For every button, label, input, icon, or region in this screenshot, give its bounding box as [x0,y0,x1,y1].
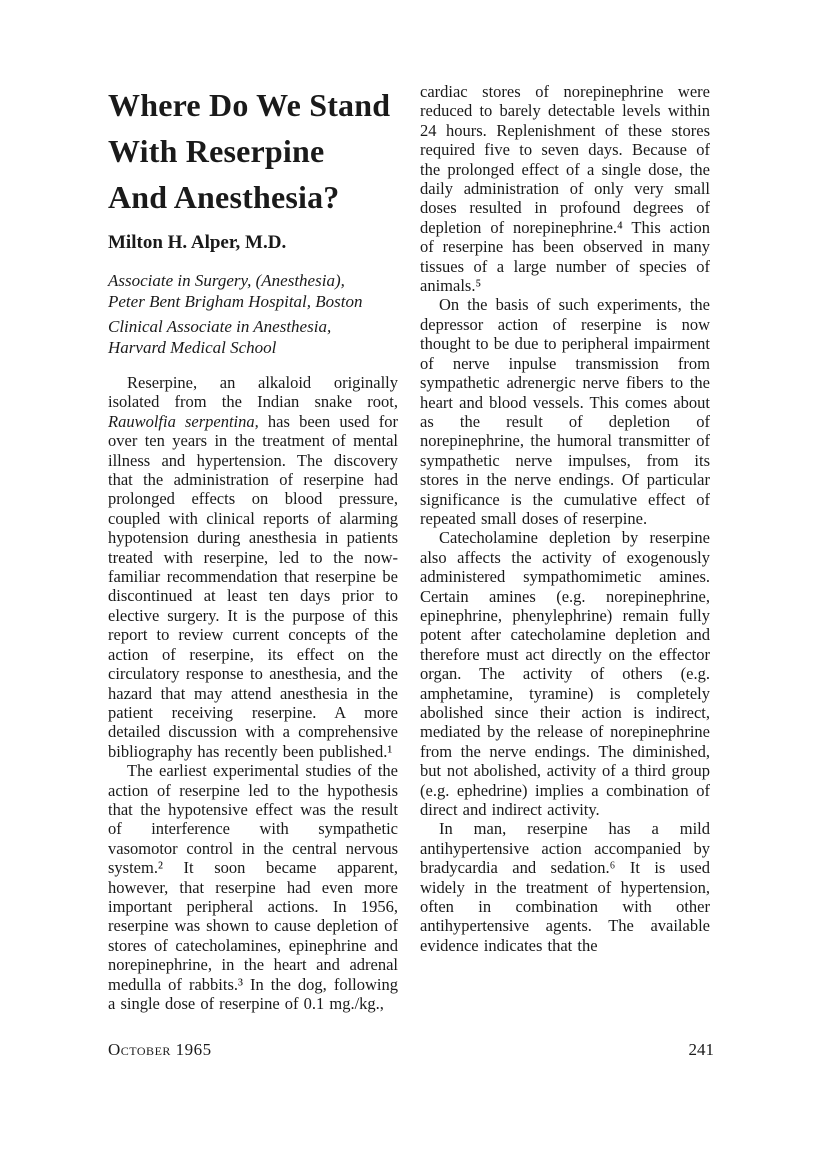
text-segment: has been used for over ten years in the treatment of mental illness and hypertension. The discovery that the administration of reserpine had prolonged effects on blood pressure, coupled with clinical reports of alarming hypotension during anesthesia in patients treated with reserpine, led to the now-familiar recommendation that reserpine be discontinued at least ten days prior to elective surgery. It is the purpose of this report to review current concepts of the action of reserpine, its effect on the circulatory response to anesthesia, and the hazard that may attend anesthesia in the patient receiving reserpine. A more detailed discussion with a comprehensive bibliography has recently been published.¹ [108,411,398,761]
article-paragraph [420,82,710,295]
affiliation-group [108,270,398,312]
left-column-body [108,373,398,1013]
text-segment: Reserpine, an alkaloid originally isolated from the Indian snake root, [108,373,398,412]
page-footer [108,1040,714,1060]
author-byline: Milton H. Alper, M.D. [108,232,287,253]
page-number: 241 [688,1040,714,1059]
article-paragraph [108,761,398,1013]
article-text-block [108,82,710,1013]
affiliation-group [108,316,398,358]
article-title-line: Where Do We Stand [108,87,391,123]
left-column [108,82,398,1013]
text-segment: The earliest experimental studies of the action of reserpine led to the hypothesis that the hypotensive effect was the result of interference with sympathetic vasomotor control in the central nervous system.² It soon became apparent, however, that reserpine had even more important peripheral actions. In 1956, reserpine was shown to cause depletion of stores of catecholamines, epinephrine and norepinephrine, in the heart and adrenal medulla of rabbits.³ In the dog, following a single dose of reserpine of 0.1 mg./kg., [108,761,398,1013]
right-column [420,82,710,1013]
article-paragraph [420,528,710,819]
text-segment: On the basis of such experiments, the depressor action of reserpine is now thought to be due to peripheral impairment of nerve inpulse transmission from sympathetic adrenergic nerve fibers to the heart and blood vessels. This comes about as the result of depletion of norepinephrine, the humoral transmitter of sympathetic nerve impulses, from its stores in the nerve endings. Of particular significance is the cumulative effect of repeated small doses of reserpine. [420,295,710,528]
text-segment: Catecholamine depletion by reserpine also affects the activity of exogenously administered sympathomimetic amines. Certain amines (e.g. norepinephrine, epinephrine, phenylephrine) remain fully potent after catecholamine depletion and therefore must act directly on the effector organ. The activity of others (e.g. amphetamine, tyramine) is completely abolished since their action is indirect, mediated by the release of norepinephrine from the nerve endings. The diminished, but not abolished, activity of a third group (e.g. ephedrine) implies a combination of direct and indirect activity. [420,528,710,820]
article-title-line: With Reserpine [108,133,325,169]
article-paragraph [420,819,710,955]
article-title-line: And Anesthesia? [108,179,340,215]
article-title [108,82,398,220]
affiliation-line: Clinical Associate in Anesthesia, [108,317,332,336]
author-affiliation [108,270,398,358]
text-segment: In man, reserpine has a mild antihypertensive action accompanied by bradycardia and sedation.⁶ It is used widely in the treatment of hypertension, often in combination with other antihypertensive agents. The available evidence indicates that the [420,819,710,955]
issue-date: October 1965 [108,1040,212,1059]
affiliation-line: Peter Bent Brigham Hospital, Boston [108,292,363,311]
text-segment: cardiac stores of norepinephrine were reduced to barely detectable levels within 24 hours. Replenishment of these stores required five to seven days. Because of the prolonged effect of a single dose, the daily administration of only very small doses resulted in profound degrees of depletion of norepinephrine.⁴ This action of reserpine has been observed in many tissues of a large number of species of animals.⁵ [420,82,710,296]
affiliation-line: Harvard Medical School [108,338,277,357]
article-paragraph [108,373,398,761]
species-name-italic: Rauwolfia serpentina, [108,411,259,431]
affiliation-line: Associate in Surgery, (Anesthesia), [108,271,345,290]
right-column-body [420,82,710,955]
article-paragraph [420,295,710,528]
